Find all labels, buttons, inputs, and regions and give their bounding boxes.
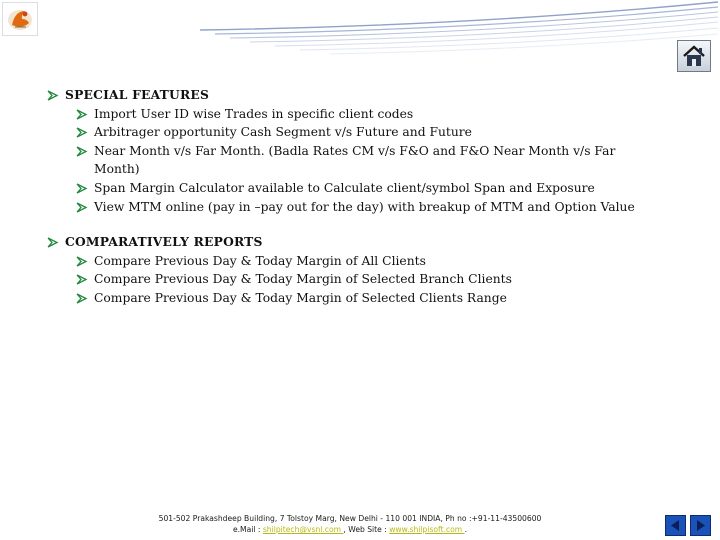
list-item <box>75 123 635 142</box>
company-logo <box>2 2 38 36</box>
home-button[interactable] <box>677 40 711 72</box>
list-item <box>75 289 512 308</box>
list-item-text: Compare Previous Day & Today Margin of Selected Branch Clients <box>94 272 512 287</box>
next-arrow-icon <box>691 516 710 535</box>
website-link[interactable]: www.shilpisoft.com <box>389 525 465 534</box>
arrow-bullet-icon <box>75 105 89 123</box>
section-heading: COMPARATIVELY REPORTS <box>65 234 263 249</box>
footer-address: 501-502 Prakashdeep Building, 7 Tolstoy Marg, New Delhi - 110 001 INDIA, Ph no :+91-11-43500600 <box>158 514 542 523</box>
website-label: , Web Site : <box>343 525 390 534</box>
arrow-bullet-icon <box>75 142 89 160</box>
list-item <box>75 105 635 124</box>
list-item-text: Compare Previous Day & Today Margin of All Clients <box>94 253 426 268</box>
special-features-section <box>46 86 635 216</box>
footer <box>80 513 620 535</box>
footer-end: . <box>464 525 468 534</box>
arrow-bullet-icon <box>75 252 89 270</box>
company-logo-icon <box>3 3 37 35</box>
decorative-swoosh <box>0 0 720 90</box>
list-item <box>75 270 512 289</box>
next-slide-button[interactable] <box>690 515 711 536</box>
email-label: e.Mail : <box>232 525 263 534</box>
list-item-text: Near Month v/s Far Month. (Badla Rates CM v/s F&O and F&O Near Month v/s Far Month) <box>94 143 616 177</box>
arrow-bullet-icon <box>75 270 89 288</box>
arrow-bullet-icon <box>75 198 89 216</box>
arrow-bullet-icon <box>75 289 89 307</box>
list-item <box>75 198 635 217</box>
arrow-bullet-icon <box>75 123 89 141</box>
section-heading: SPECIAL FEATURES <box>65 87 210 102</box>
arrow-bullet-icon <box>46 233 60 251</box>
previous-arrow-icon <box>666 516 685 535</box>
previous-slide-button[interactable] <box>665 515 686 536</box>
list-item-text: Compare Previous Day & Today Margin of Selected Clients Range <box>94 290 507 305</box>
section-heading-row <box>46 86 635 105</box>
list-item <box>75 179 635 198</box>
list-item <box>75 252 512 271</box>
email-link[interactable]: shilpitech@vsnl.com <box>262 525 344 534</box>
footer-contact <box>80 524 620 535</box>
list-item-text: Import User ID wise Trades in specific client codes <box>94 106 414 121</box>
list-item-text: Span Margin Calculator available to Calculate client/symbol Span and Exposure <box>94 180 595 195</box>
section-heading-row <box>46 233 512 252</box>
arrow-bullet-icon <box>46 86 60 104</box>
list-item <box>75 142 634 179</box>
home-icon <box>678 41 710 71</box>
list-item-text: View MTM online (pay in –pay out for the day) with breakup of MTM and Option Value <box>94 199 635 214</box>
list-item-text: Arbitrager opportunity Cash Segment v/s Future and Future <box>94 125 472 140</box>
arrow-bullet-icon <box>75 179 89 197</box>
comparatively-reports-section <box>46 233 512 307</box>
